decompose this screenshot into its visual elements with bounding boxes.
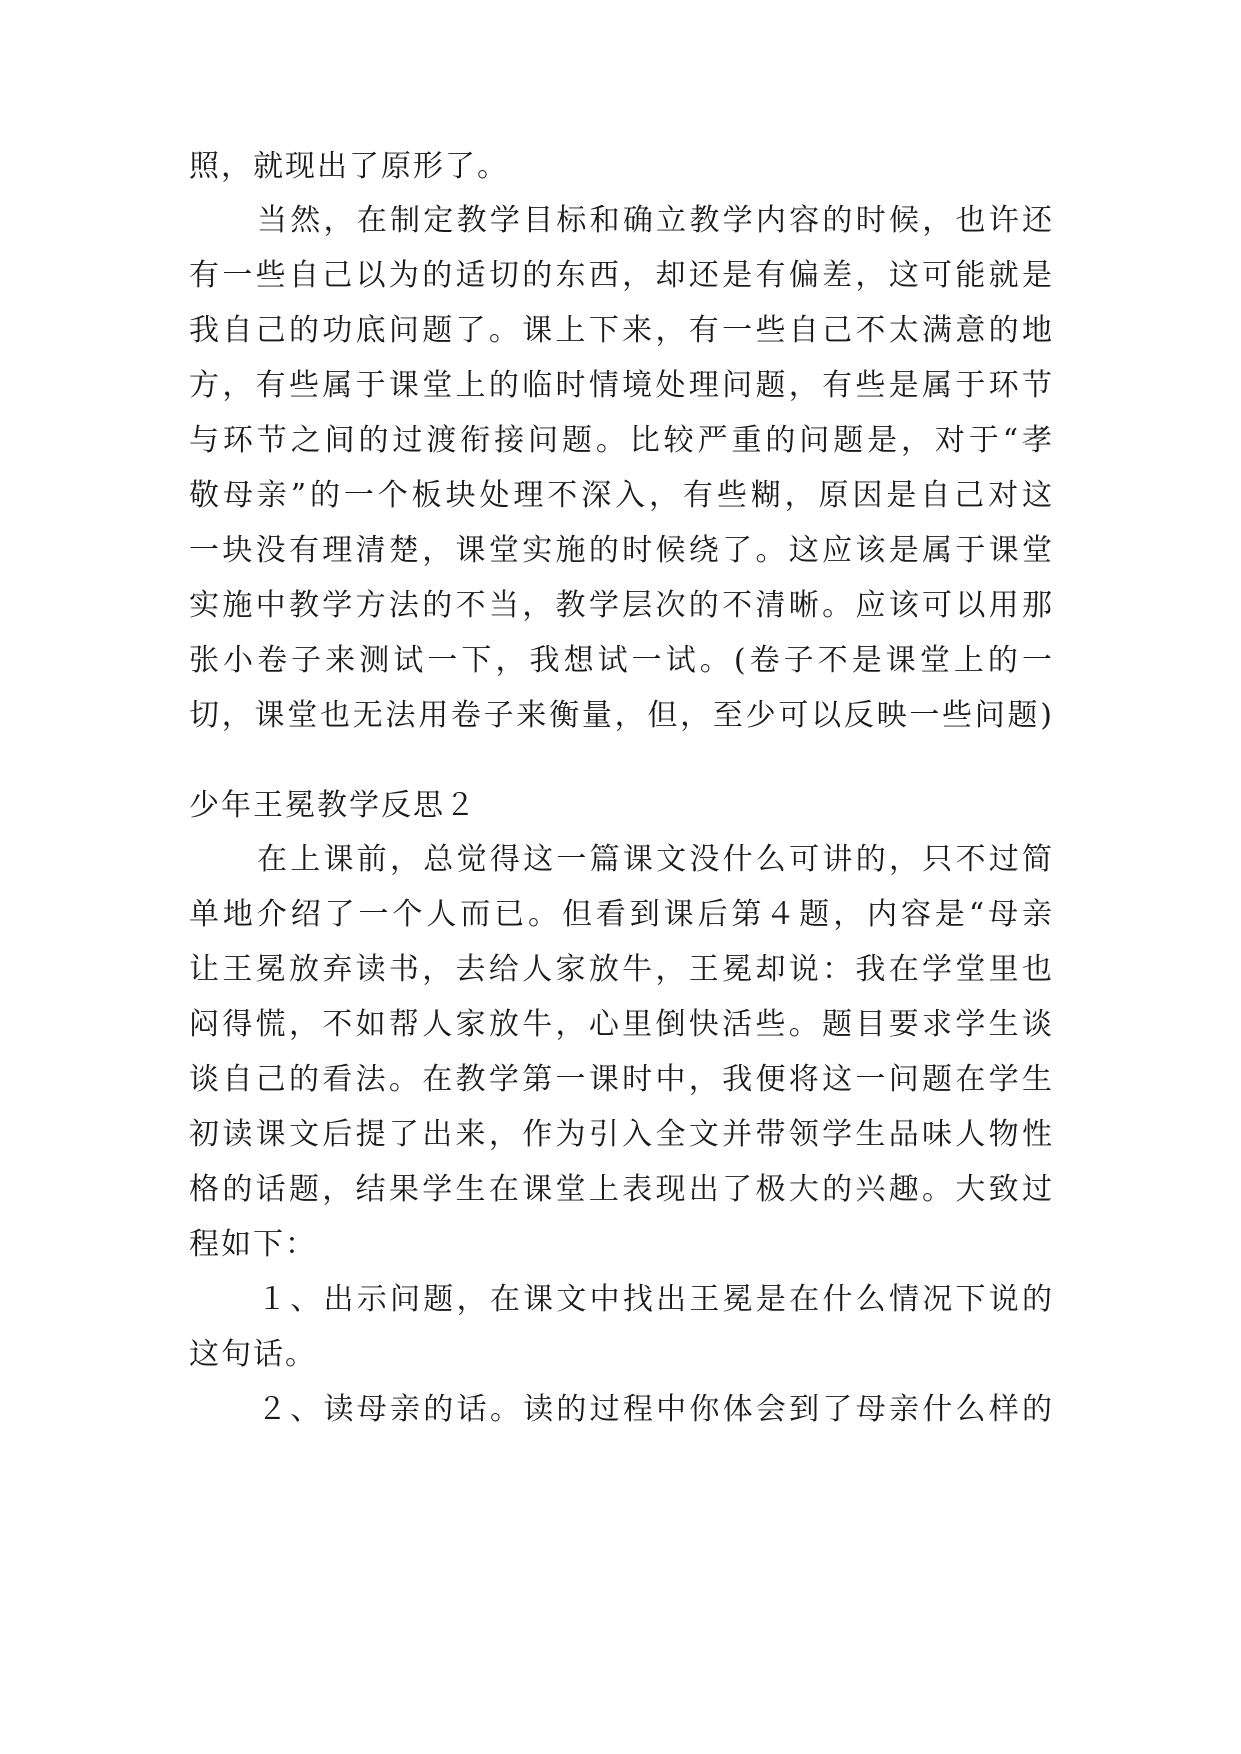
paragraph-line: 张小卷子来测试一下，我想试一试。(卷子不是课堂上的一 [189, 643, 1054, 678]
paragraph-line: 有一些自己以为的适切的东西，却还是有偏差，这可能就是 [189, 258, 1054, 293]
list-item-line: １、出示问题，在课文中找出王冕是在什么情况下说的 [257, 1282, 1054, 1317]
paragraph-line: 让王冕放弃读书，去给人家放牛，王冕却说：我在学堂里也 [189, 952, 1054, 987]
paragraph-line: 实施中教学方法的不当，教学层次的不清晰。应该可以用那 [189, 588, 1054, 623]
paragraph-line: 初读课文后提了出来，作为引入全文并带领学生品味人物性 [189, 1117, 1054, 1152]
paragraph-line: 方，有些属于课堂上的临时情境处理问题，有些是属于环节 [189, 368, 1054, 403]
paragraph-line: 敬母亲”的一个板块处理不深入，有些糊，原因是自己对这 [189, 478, 1054, 513]
paragraph-line: 一块没有理清楚，课堂实施的时候绕了。这应该是属于课堂 [189, 533, 1054, 568]
paragraph-line: 当然，在制定教学目标和确立教学内容的时候，也许还 [257, 203, 1054, 238]
paragraph-line: 格的话题，结果学生在课堂上表现出了极大的兴趣。大致过 [189, 1172, 1054, 1207]
section-heading: 少年王冕教学反思２ [189, 788, 477, 823]
list-item-line: ２、读母亲的话。读的过程中你体会到了母亲什么样的 [257, 1392, 1054, 1427]
list-item-line: 这句话。 [189, 1337, 317, 1372]
paragraph-line: 切，课堂也无法用卷子来衡量，但，至少可以反映一些问题) [189, 698, 1054, 733]
paragraph-line: 程如下： [189, 1227, 317, 1262]
paragraph-line: 我自己的功底问题了。课上下来，有一些自己不太满意的地 [189, 313, 1054, 348]
paragraph-line: 谈自己的看法。在教学第一课时中，我便将这一问题在学生 [189, 1062, 1054, 1097]
paragraph-line: 与环节之间的过渡衔接问题。比较严重的问题是，对于“孝 [189, 423, 1054, 458]
paragraph-line: 照，就现出了原形了。 [189, 149, 509, 184]
paragraph-line: 单地介绍了一个人而已。但看到课后第４题，内容是“母亲 [189, 897, 1054, 932]
paragraph-line: 在上课前，总觉得这一篇课文没什么可讲的，只不过简 [257, 842, 1054, 877]
paragraph-line: 闷得慌，不如帮人家放牛，心里倒快活些。题目要求学生谈 [189, 1007, 1054, 1042]
